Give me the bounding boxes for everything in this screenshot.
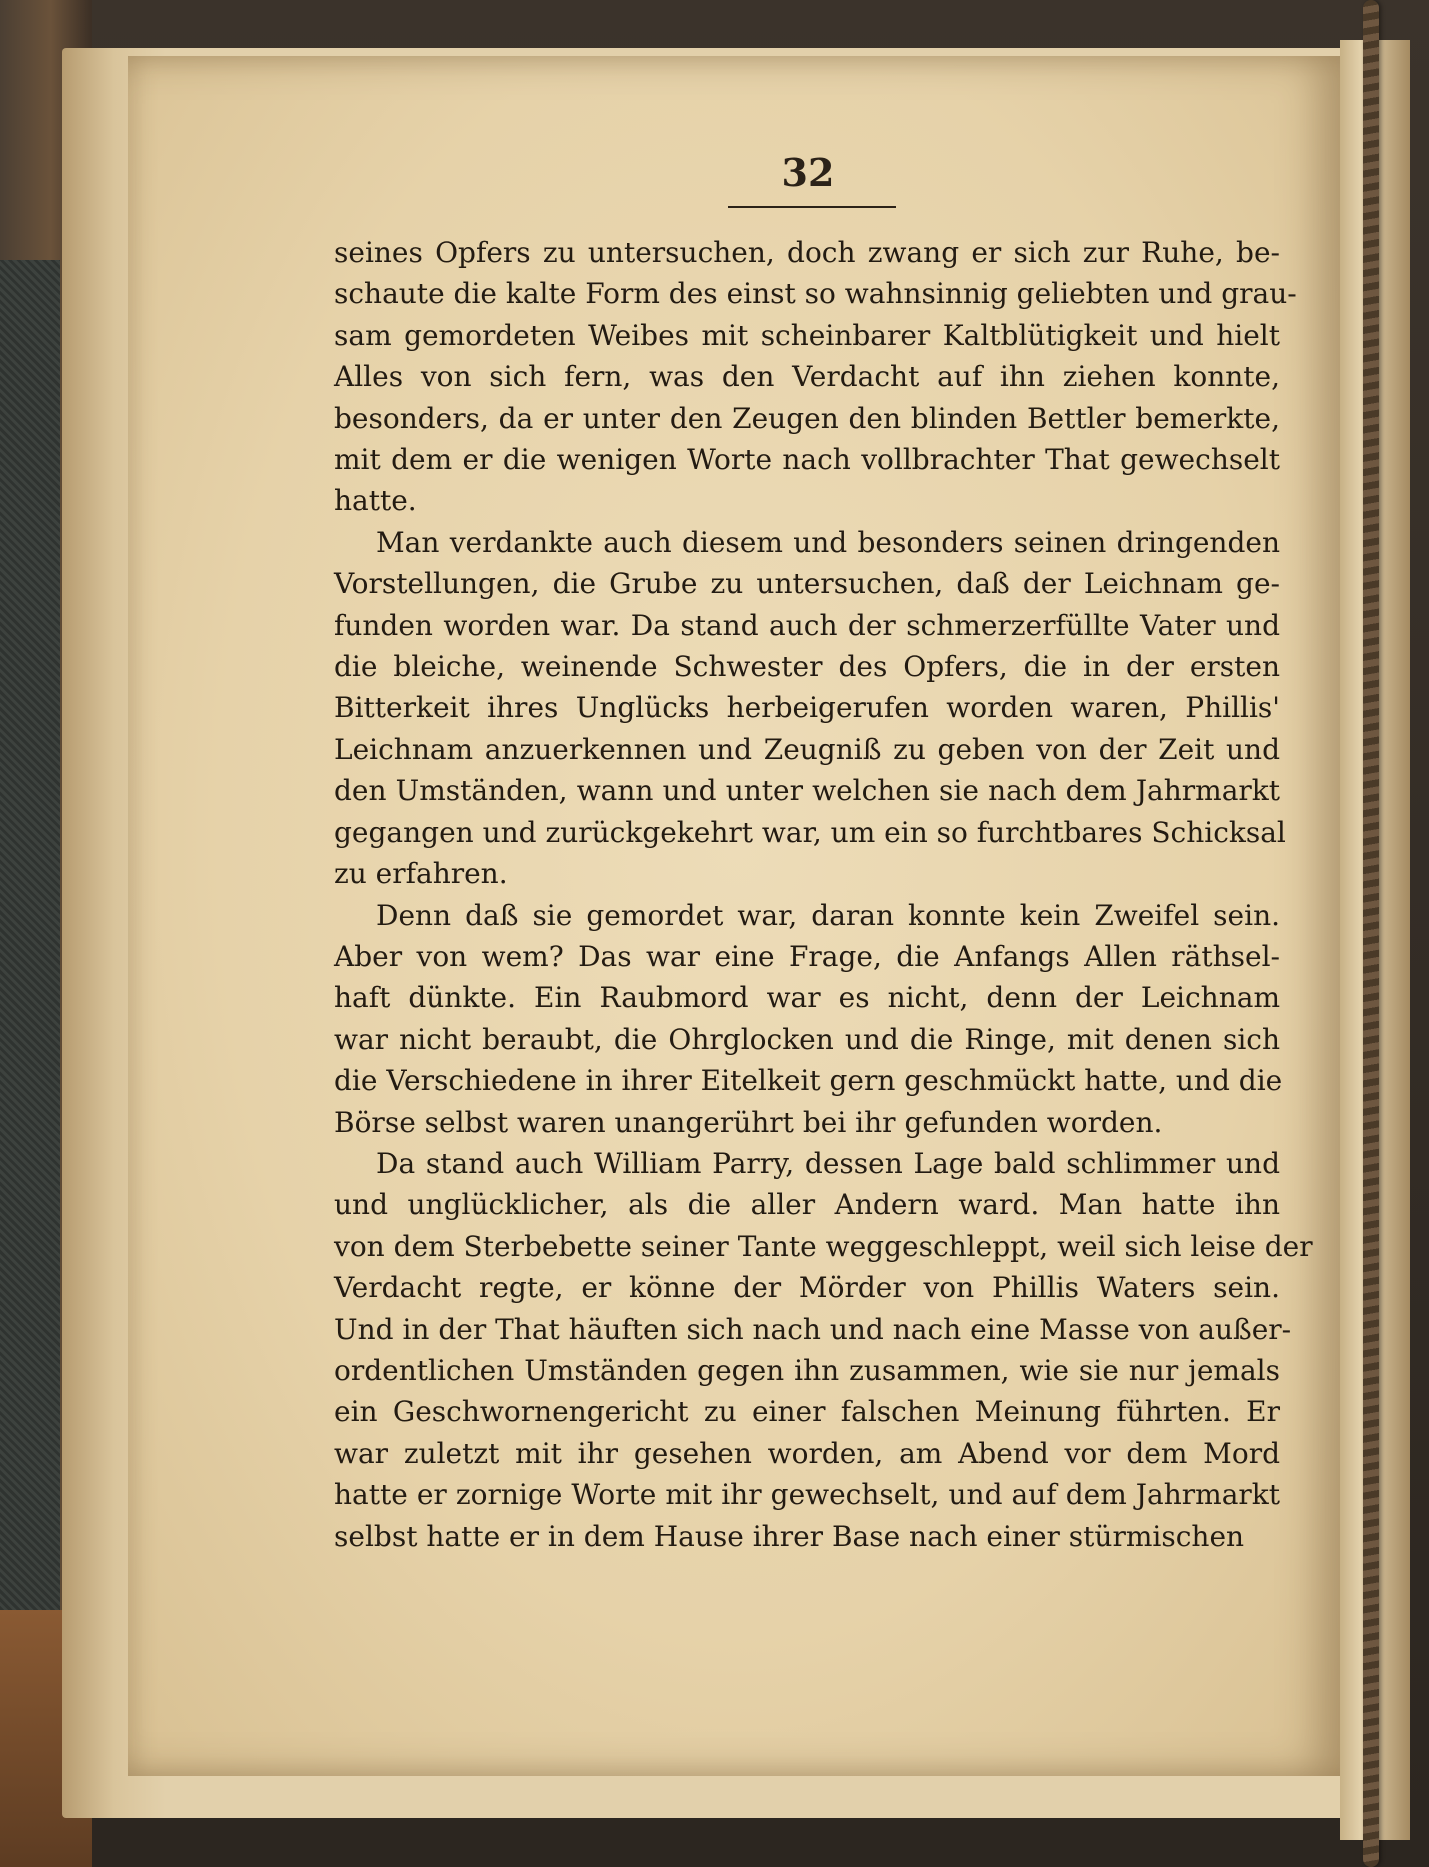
text-line: Bitterkeit ihres Unglücks herbeigerufen worden waren, Phillis' — [334, 691, 1280, 725]
text-line: war zuletzt mit ihr gesehen worden, am Abend vor dem Mord — [334, 1436, 1280, 1470]
text-line: besonders, da er unter den Zeugen den blinden Bettler bemerkte, — [334, 401, 1280, 435]
paragraph — [334, 1143, 1313, 1557]
text-line: sam gemordeten Weibes mit scheinbarer Kaltblütigkeit und hielt — [334, 318, 1280, 352]
text-line: seines Opfers zu untersuchen, doch zwang er sich zur Ruhe, be- — [334, 236, 1280, 269]
header-rule — [728, 206, 896, 208]
text-line: hatte er zornige Worte mit ihr gewechselt, und auf dem Jahrmarkt — [334, 1478, 1280, 1512]
paragraph — [334, 232, 1297, 522]
text-line: gegangen und zurückgekehrt war, um ein so furchtbares Schicksal — [334, 815, 1286, 849]
text-line: hatte. — [334, 484, 417, 518]
text-line: Man verdankte auch diesem und besonders seinen dringenden — [376, 525, 1280, 559]
cover-cloth — [0, 260, 60, 1610]
text-line: war nicht beraubt, die Ohrglocken und die Ringe, mit denen sich — [334, 1022, 1280, 1056]
text-line: Und in der That häuften sich nach und nach eine Masse von außer- — [334, 1312, 1292, 1346]
text-line: und unglücklicher, als die aller Andern ward. Man hatte ihn — [334, 1188, 1280, 1222]
text-line: Denn daß sie gemordet war, daran konnte kein Zweifel sein. — [376, 898, 1280, 932]
text-line: von dem Sterbebette seiner Tante weggeschleppt, weil sich leise der — [334, 1229, 1313, 1263]
text-line: ein Geschwornengericht zu einer falschen Meinung führten. Er — [334, 1395, 1280, 1429]
text-line: selbst hatte er in dem Hause ihrer Base nach einer stürmischen — [334, 1519, 1245, 1553]
text-line: Börse selbst waren unangerührt bei ihr gefunden worden. — [334, 1105, 1163, 1139]
text-line: Verdacht regte, er könne der Mörder von Phillis Waters sein. — [334, 1271, 1280, 1305]
paragraph — [334, 895, 1283, 1143]
text-line: die Verschiedene in ihrer Eitelkeit gern geschmückt hatte, und die — [334, 1064, 1283, 1098]
text-line: funden worden war. Da stand auch der schmerzerfüllte Vater und — [334, 608, 1280, 642]
text-line: Da stand auch William Parry, dessen Lage bald schlimmer und — [376, 1146, 1280, 1180]
text-line: die bleiche, weinende Schwester des Opfers, die in der ersten — [334, 650, 1280, 684]
paragraph — [334, 522, 1286, 895]
text-line: mit dem er die wenigen Worte nach vollbrachter That gewechselt — [334, 443, 1280, 477]
text-line: Leichnam anzuerkennen und Zeugniß zu geben von der Zeit und — [334, 732, 1280, 766]
text-line: haft dünkte. Ein Raubmord war es nicht, denn der Leichnam — [334, 981, 1280, 1015]
text-line: Vorstellungen, die Grube zu untersuchen, daß der Leichnam ge- — [334, 567, 1280, 601]
text-line: ordentlichen Umständen gegen ihn zusammen, wie sie nur jemals — [334, 1353, 1280, 1387]
text-line: Aber von wem? Das war eine Frage, die Anfangs Allen räthsel- — [334, 939, 1280, 973]
text-line: Alles von sich fern, was den Verdacht auf ihn ziehen konnte, — [334, 360, 1280, 394]
text-line: zu erfahren. — [334, 857, 508, 891]
text-line: den Umständen, wann und unter welchen sie nach dem Jahrmarkt — [334, 774, 1280, 808]
text-line: schaute die kalte Form des einst so wahnsinnig geliebten und grau- — [334, 277, 1297, 311]
page-number: 32 — [781, 150, 835, 195]
body-text — [334, 232, 1313, 1557]
bookmark-string — [1363, 0, 1379, 1867]
